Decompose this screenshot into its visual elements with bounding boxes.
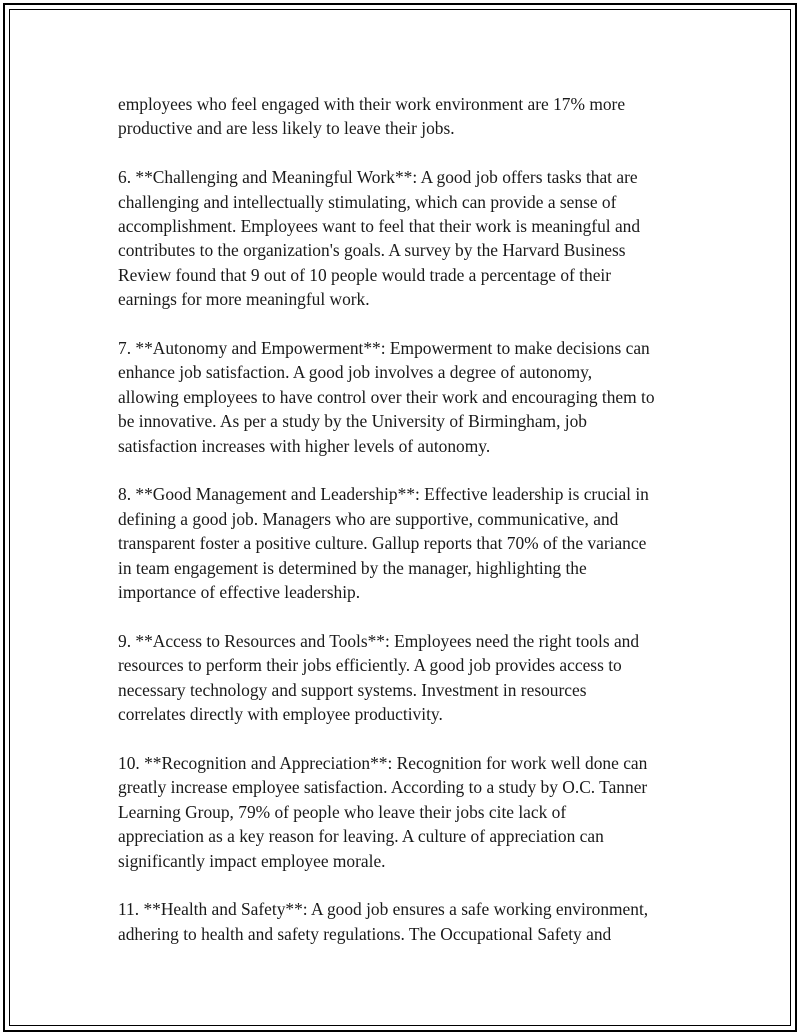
text-line: employees who feel engaged with their work environment are 17% more — [118, 94, 626, 114]
text-line: 9. **Access to Resources and Tools**: Employees need the right tools and — [118, 630, 640, 651]
text-line: adhering to health and safety regulations. The Occupational Safety and — [118, 923, 612, 944]
text-line: necessary technology and support systems. Investment in resources — [118, 679, 587, 700]
text-line: importance of effective leadership. — [118, 582, 361, 603]
text-line: appreciation as a key reason for leaving. A culture of appreciation can — [118, 826, 604, 847]
text-line: accomplishment. Employees want to feel that their work is meaningful and — [118, 216, 641, 237]
text-line: resources to perform their jobs efficiently. A good job provides access to — [118, 655, 622, 676]
text-line: Review found that 9 out of 10 people would trade a percentage of their — [118, 264, 612, 285]
text-line: significantly impact employee morale. — [118, 850, 386, 871]
paragraph-resources — [118, 629, 693, 727]
text-line: Learning Group, 79% of people who leave their jobs cite lack of — [118, 801, 567, 822]
text-line: allowing employees to have control over their work and encouraging them to — [118, 386, 655, 407]
paragraph-leadership — [118, 482, 693, 604]
text-line: 11. **Health and Safety**: A good job ensures a safe working environment, — [118, 899, 649, 920]
document-body — [118, 92, 693, 971]
text-line: 8. **Good Management and Leadership**: Effective leadership is crucial in — [118, 484, 649, 505]
paragraph-engagement-continuation — [118, 92, 693, 141]
text-line: in team engagement is determined by the manager, highlighting the — [118, 557, 587, 578]
text-line: transparent foster a positive culture. Gallup reports that 70% of the variance — [118, 533, 647, 554]
paragraph-autonomy — [118, 336, 693, 458]
text-line: 7. **Autonomy and Empowerment**: Empowerment to make decisions can — [118, 338, 650, 359]
text-line: challenging and intellectually stimulating, which can provide a sense of — [118, 191, 617, 212]
paragraph-recognition — [118, 751, 693, 873]
paragraph-health-safety — [118, 897, 693, 946]
text-line: greatly increase employee satisfaction. According to a study by O.C. Tanner — [118, 777, 648, 798]
text-line: contributes to the organization's goals. A survey by the Harvard Business — [118, 240, 626, 261]
paragraph-meaningful-work — [118, 165, 693, 311]
text-line: satisfaction increases with higher levels of autonomy. — [118, 435, 491, 456]
text-line: enhance job satisfaction. A good job involves a degree of autonomy, — [118, 362, 593, 383]
text-line: 10. **Recognition and Appreciation**: Recognition for work well done can — [118, 752, 648, 773]
text-line: productive and are less likely to leave their jobs. — [118, 118, 455, 139]
text-line: earnings for more meaningful work. — [118, 289, 370, 310]
text-line: be innovative. As per a study by the University of Birmingham, job — [118, 411, 587, 432]
text-line: defining a good job. Managers who are supportive, communicative, and — [118, 508, 619, 529]
text-line: correlates directly with employee productivity. — [118, 704, 443, 725]
text-line: 6. **Challenging and Meaningful Work**: A good job offers tasks that are — [118, 167, 638, 188]
